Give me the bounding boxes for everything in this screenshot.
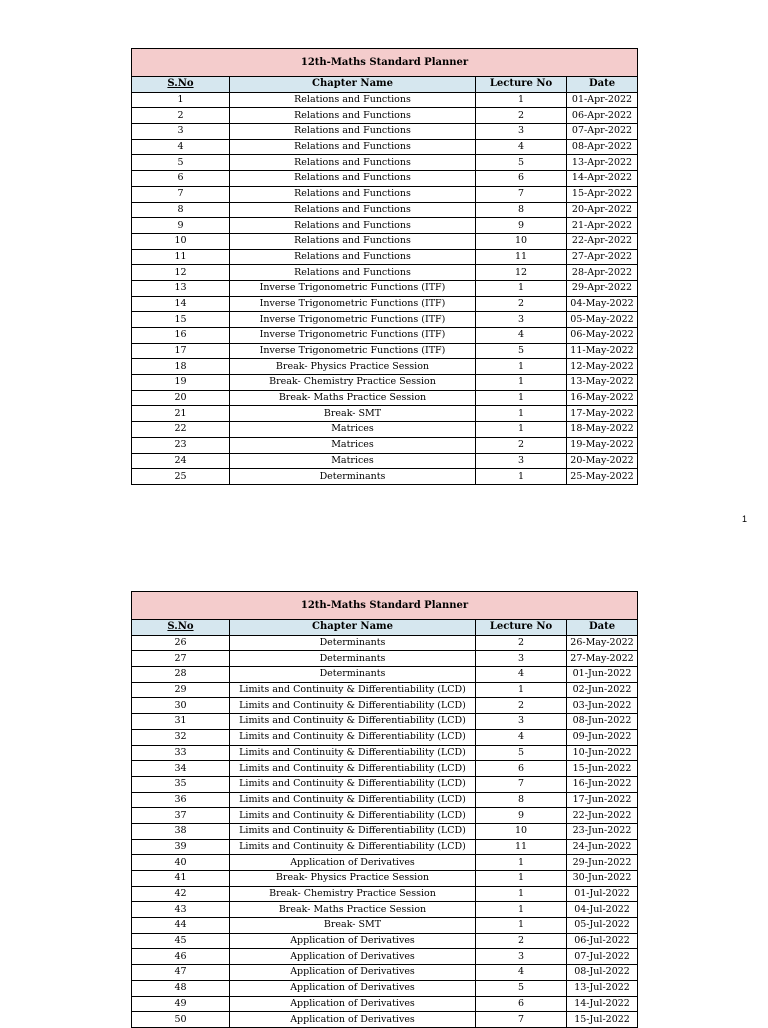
cell-sno: 35	[132, 776, 230, 792]
cell-lecture-no: 1	[476, 422, 567, 438]
cell-lecture-no: 3	[476, 124, 567, 140]
cell-lecture-no: 2	[476, 108, 567, 124]
table-row	[132, 218, 638, 234]
cell-lecture-no: 1	[476, 682, 567, 698]
header-sno: S.No	[132, 77, 230, 93]
cell-lecture-no: 2	[476, 437, 567, 453]
cell-sno: 13	[132, 280, 230, 296]
cell-lecture-no: 4	[476, 729, 567, 745]
cell-chapter-name: Relations and Functions	[230, 171, 476, 187]
cell-lecture-no: 8	[476, 792, 567, 808]
table-row	[132, 918, 638, 934]
table-row	[132, 996, 638, 1012]
table-row	[132, 949, 638, 965]
cell-date: 07-Apr-2022	[567, 124, 638, 140]
cell-date: 26-May-2022	[567, 635, 638, 651]
cell-sno: 23	[132, 437, 230, 453]
cell-chapter-name: Relations and Functions	[230, 124, 476, 140]
table-row	[132, 406, 638, 422]
cell-lecture-no: 7	[476, 186, 567, 202]
planner-table-page-2	[131, 591, 638, 1028]
cell-lecture-no: 7	[476, 1012, 567, 1028]
table-row	[132, 729, 638, 745]
cell-lecture-no: 12	[476, 265, 567, 281]
table-row	[132, 453, 638, 469]
cell-sno: 28	[132, 667, 230, 683]
cell-date: 13-May-2022	[567, 375, 638, 391]
planner-body	[132, 592, 638, 1028]
cell-date: 16-Jun-2022	[567, 776, 638, 792]
cell-chapter-name: Determinants	[230, 667, 476, 683]
cell-sno: 12	[132, 265, 230, 281]
cell-lecture-no: 2	[476, 933, 567, 949]
cell-lecture-no: 5	[476, 745, 567, 761]
cell-lecture-no: 3	[476, 714, 567, 730]
cell-date: 15-Apr-2022	[567, 186, 638, 202]
cell-chapter-name: Relations and Functions	[230, 139, 476, 155]
cell-lecture-no: 3	[476, 453, 567, 469]
cell-date: 17-May-2022	[567, 406, 638, 422]
cell-lecture-no: 6	[476, 996, 567, 1012]
cell-lecture-no: 1	[476, 855, 567, 871]
cell-date: 06-Apr-2022	[567, 108, 638, 124]
cell-sno: 37	[132, 808, 230, 824]
cell-lecture-no: 5	[476, 343, 567, 359]
cell-date: 03-Jun-2022	[567, 698, 638, 714]
planner-title: 12th-Maths Standard Planner	[132, 49, 638, 77]
planner-table-page-1	[131, 48, 638, 485]
cell-sno: 6	[132, 171, 230, 187]
cell-sno: 43	[132, 902, 230, 918]
cell-date: 15-Jun-2022	[567, 761, 638, 777]
cell-chapter-name: Limits and Continuity & Differentiability (LCD)	[230, 682, 476, 698]
cell-date: 10-Jun-2022	[567, 745, 638, 761]
header-date: Date	[567, 77, 638, 93]
cell-chapter-name: Relations and Functions	[230, 186, 476, 202]
cell-chapter-name: Application of Derivatives	[230, 965, 476, 981]
cell-sno: 31	[132, 714, 230, 730]
table-row	[132, 390, 638, 406]
cell-date: 04-Jul-2022	[567, 902, 638, 918]
cell-date: 11-May-2022	[567, 343, 638, 359]
header-sno: S.No	[132, 620, 230, 636]
table-row	[132, 375, 638, 391]
cell-sno: 5	[132, 155, 230, 171]
cell-sno: 20	[132, 390, 230, 406]
table-row	[132, 808, 638, 824]
planner-title: 12th-Maths Standard Planner	[132, 592, 638, 620]
cell-sno: 16	[132, 328, 230, 344]
table-row	[132, 667, 638, 683]
table-row	[132, 902, 638, 918]
cell-sno: 50	[132, 1012, 230, 1028]
cell-date: 29-Apr-2022	[567, 280, 638, 296]
cell-date: 08-Jul-2022	[567, 965, 638, 981]
cell-lecture-no: 6	[476, 761, 567, 777]
cell-date: 08-Apr-2022	[567, 139, 638, 155]
cell-lecture-no: 1	[476, 918, 567, 934]
cell-chapter-name: Break- Chemistry Practice Session	[230, 375, 476, 391]
cell-chapter-name: Limits and Continuity & Differentiability (LCD)	[230, 776, 476, 792]
cell-chapter-name: Limits and Continuity & Differentiability (LCD)	[230, 761, 476, 777]
table-row	[132, 359, 638, 375]
table-row	[132, 761, 638, 777]
cell-date: 07-Jul-2022	[567, 949, 638, 965]
cell-sno: 14	[132, 296, 230, 312]
cell-date: 14-Apr-2022	[567, 171, 638, 187]
cell-date: 19-May-2022	[567, 437, 638, 453]
cell-chapter-name: Break- Chemistry Practice Session	[230, 886, 476, 902]
cell-date: 05-Jul-2022	[567, 918, 638, 934]
cell-sno: 19	[132, 375, 230, 391]
cell-lecture-no: 1	[476, 375, 567, 391]
cell-sno: 18	[132, 359, 230, 375]
header-lecture-no: Lecture No	[476, 77, 567, 93]
cell-lecture-no: 3	[476, 312, 567, 328]
cell-lecture-no: 1	[476, 871, 567, 887]
table-row	[132, 635, 638, 651]
header-row	[132, 77, 638, 93]
table-row	[132, 745, 638, 761]
cell-lecture-no: 1	[476, 390, 567, 406]
table-row	[132, 280, 638, 296]
cell-date: 09-Jun-2022	[567, 729, 638, 745]
cell-sno: 25	[132, 469, 230, 485]
cell-chapter-name: Relations and Functions	[230, 265, 476, 281]
cell-date: 20-May-2022	[567, 453, 638, 469]
cell-date: 04-May-2022	[567, 296, 638, 312]
cell-sno: 27	[132, 651, 230, 667]
header-lecture-no: Lecture No	[476, 620, 567, 636]
cell-sno: 17	[132, 343, 230, 359]
table-row	[132, 124, 638, 140]
cell-sno: 9	[132, 218, 230, 234]
cell-sno: 47	[132, 965, 230, 981]
cell-sno: 26	[132, 635, 230, 651]
table-row	[132, 698, 638, 714]
cell-date: 22-Apr-2022	[567, 233, 638, 249]
cell-sno: 34	[132, 761, 230, 777]
cell-chapter-name: Determinants	[230, 469, 476, 485]
cell-chapter-name: Limits and Continuity & Differentiability (LCD)	[230, 729, 476, 745]
cell-lecture-no: 5	[476, 155, 567, 171]
cell-sno: 44	[132, 918, 230, 934]
cell-lecture-no: 8	[476, 202, 567, 218]
cell-chapter-name: Matrices	[230, 453, 476, 469]
cell-lecture-no: 2	[476, 698, 567, 714]
cell-lecture-no: 3	[476, 949, 567, 965]
cell-chapter-name: Break- Maths Practice Session	[230, 390, 476, 406]
cell-sno: 46	[132, 949, 230, 965]
cell-date: 13-Apr-2022	[567, 155, 638, 171]
table-row	[132, 682, 638, 698]
cell-chapter-name: Application of Derivatives	[230, 949, 476, 965]
cell-sno: 10	[132, 233, 230, 249]
cell-sno: 22	[132, 422, 230, 438]
header-date: Date	[567, 620, 638, 636]
cell-chapter-name: Application of Derivatives	[230, 1012, 476, 1028]
cell-sno: 24	[132, 453, 230, 469]
cell-sno: 21	[132, 406, 230, 422]
cell-date: 08-Jun-2022	[567, 714, 638, 730]
cell-lecture-no: 1	[476, 886, 567, 902]
cell-date: 17-Jun-2022	[567, 792, 638, 808]
table-row	[132, 933, 638, 949]
cell-chapter-name: Limits and Continuity & Differentiability (LCD)	[230, 808, 476, 824]
page-number: 1	[742, 514, 748, 524]
table-row	[132, 855, 638, 871]
cell-chapter-name: Limits and Continuity & Differentiability (LCD)	[230, 714, 476, 730]
cell-sno: 29	[132, 682, 230, 698]
cell-lecture-no: 1	[476, 359, 567, 375]
table-row	[132, 171, 638, 187]
table-row	[132, 296, 638, 312]
cell-lecture-no: 9	[476, 218, 567, 234]
table-row	[132, 714, 638, 730]
table-row	[132, 437, 638, 453]
cell-lecture-no: 1	[476, 280, 567, 296]
cell-chapter-name: Determinants	[230, 635, 476, 651]
cell-date: 13-Jul-2022	[567, 980, 638, 996]
cell-chapter-name: Matrices	[230, 437, 476, 453]
cell-chapter-name: Application of Derivatives	[230, 980, 476, 996]
table-row	[132, 249, 638, 265]
cell-lecture-no: 3	[476, 651, 567, 667]
table-row	[132, 422, 638, 438]
cell-lecture-no: 2	[476, 296, 567, 312]
cell-date: 21-Apr-2022	[567, 218, 638, 234]
cell-date: 06-May-2022	[567, 328, 638, 344]
cell-chapter-name: Limits and Continuity & Differentiability (LCD)	[230, 792, 476, 808]
cell-lecture-no: 10	[476, 823, 567, 839]
cell-lecture-no: 9	[476, 808, 567, 824]
table-row	[132, 139, 638, 155]
table-row	[132, 328, 638, 344]
cell-date: 30-Jun-2022	[567, 871, 638, 887]
cell-chapter-name: Break- SMT	[230, 406, 476, 422]
cell-sno: 15	[132, 312, 230, 328]
cell-chapter-name: Inverse Trigonometric Functions (ITF)	[230, 280, 476, 296]
cell-date: 15-Jul-2022	[567, 1012, 638, 1028]
cell-chapter-name: Limits and Continuity & Differentiability (LCD)	[230, 823, 476, 839]
cell-sno: 41	[132, 871, 230, 887]
cell-sno: 1	[132, 92, 230, 108]
table-row	[132, 202, 638, 218]
cell-chapter-name: Inverse Trigonometric Functions (ITF)	[230, 296, 476, 312]
cell-chapter-name: Inverse Trigonometric Functions (ITF)	[230, 343, 476, 359]
table-row	[132, 186, 638, 202]
cell-sno: 40	[132, 855, 230, 871]
cell-chapter-name: Application of Derivatives	[230, 855, 476, 871]
cell-lecture-no: 1	[476, 406, 567, 422]
table-row	[132, 823, 638, 839]
cell-chapter-name: Application of Derivatives	[230, 933, 476, 949]
table-row	[132, 965, 638, 981]
cell-chapter-name: Relations and Functions	[230, 233, 476, 249]
cell-date: 06-Jul-2022	[567, 933, 638, 949]
title-row	[132, 592, 638, 620]
table-row	[132, 265, 638, 281]
cell-chapter-name: Relations and Functions	[230, 202, 476, 218]
cell-date: 12-May-2022	[567, 359, 638, 375]
cell-chapter-name: Relations and Functions	[230, 155, 476, 171]
planner-body	[132, 49, 638, 485]
header-chapter-name: Chapter Name	[230, 620, 476, 636]
cell-chapter-name: Break- Physics Practice Session	[230, 871, 476, 887]
table-row	[132, 155, 638, 171]
cell-lecture-no: 1	[476, 92, 567, 108]
cell-lecture-no: 11	[476, 839, 567, 855]
table-row	[132, 871, 638, 887]
cell-date: 01-Apr-2022	[567, 92, 638, 108]
cell-chapter-name: Limits and Continuity & Differentiability (LCD)	[230, 698, 476, 714]
table-row	[132, 233, 638, 249]
cell-chapter-name: Relations and Functions	[230, 218, 476, 234]
cell-chapter-name: Relations and Functions	[230, 249, 476, 265]
cell-sno: 39	[132, 839, 230, 855]
cell-sno: 38	[132, 823, 230, 839]
cell-chapter-name: Limits and Continuity & Differentiability (LCD)	[230, 745, 476, 761]
header-row	[132, 620, 638, 636]
cell-sno: 11	[132, 249, 230, 265]
cell-sno: 45	[132, 933, 230, 949]
cell-sno: 3	[132, 124, 230, 140]
cell-sno: 2	[132, 108, 230, 124]
cell-lecture-no: 2	[476, 635, 567, 651]
cell-lecture-no: 1	[476, 469, 567, 485]
cell-sno: 4	[132, 139, 230, 155]
table-row	[132, 776, 638, 792]
cell-date: 14-Jul-2022	[567, 996, 638, 1012]
table-row	[132, 792, 638, 808]
cell-date: 28-Apr-2022	[567, 265, 638, 281]
cell-date: 05-May-2022	[567, 312, 638, 328]
cell-date: 01-Jul-2022	[567, 886, 638, 902]
title-row	[132, 49, 638, 77]
table-row	[132, 312, 638, 328]
table-row	[132, 651, 638, 667]
table-row	[132, 108, 638, 124]
cell-sno: 48	[132, 980, 230, 996]
cell-lecture-no: 4	[476, 667, 567, 683]
table-row	[132, 343, 638, 359]
cell-date: 27-Apr-2022	[567, 249, 638, 265]
cell-chapter-name: Application of Derivatives	[230, 996, 476, 1012]
cell-lecture-no: 1	[476, 902, 567, 918]
cell-lecture-no: 11	[476, 249, 567, 265]
cell-date: 20-Apr-2022	[567, 202, 638, 218]
cell-sno: 33	[132, 745, 230, 761]
cell-sno: 49	[132, 996, 230, 1012]
cell-lecture-no: 7	[476, 776, 567, 792]
cell-lecture-no: 6	[476, 171, 567, 187]
cell-date: 23-Jun-2022	[567, 823, 638, 839]
cell-lecture-no: 5	[476, 980, 567, 996]
cell-lecture-no: 4	[476, 328, 567, 344]
cell-chapter-name: Limits and Continuity & Differentiability (LCD)	[230, 839, 476, 855]
cell-date: 02-Jun-2022	[567, 682, 638, 698]
cell-date: 25-May-2022	[567, 469, 638, 485]
cell-chapter-name: Break- Maths Practice Session	[230, 902, 476, 918]
cell-lecture-no: 4	[476, 139, 567, 155]
cell-chapter-name: Relations and Functions	[230, 108, 476, 124]
table-row	[132, 980, 638, 996]
table-row	[132, 1012, 638, 1028]
cell-date: 22-Jun-2022	[567, 808, 638, 824]
cell-date: 16-May-2022	[567, 390, 638, 406]
cell-sno: 7	[132, 186, 230, 202]
cell-chapter-name: Break- SMT	[230, 918, 476, 934]
table-row	[132, 839, 638, 855]
cell-date: 27-May-2022	[567, 651, 638, 667]
cell-sno: 42	[132, 886, 230, 902]
table-row	[132, 92, 638, 108]
cell-sno: 32	[132, 729, 230, 745]
cell-chapter-name: Matrices	[230, 422, 476, 438]
header-chapter-name: Chapter Name	[230, 77, 476, 93]
cell-sno: 36	[132, 792, 230, 808]
cell-lecture-no: 10	[476, 233, 567, 249]
cell-chapter-name: Determinants	[230, 651, 476, 667]
cell-date: 18-May-2022	[567, 422, 638, 438]
cell-sno: 30	[132, 698, 230, 714]
cell-chapter-name: Relations and Functions	[230, 92, 476, 108]
cell-chapter-name: Inverse Trigonometric Functions (ITF)	[230, 328, 476, 344]
table-row	[132, 886, 638, 902]
cell-chapter-name: Break- Physics Practice Session	[230, 359, 476, 375]
cell-date: 24-Jun-2022	[567, 839, 638, 855]
table-row	[132, 469, 638, 485]
cell-sno: 8	[132, 202, 230, 218]
cell-date: 29-Jun-2022	[567, 855, 638, 871]
cell-date: 01-Jun-2022	[567, 667, 638, 683]
cell-lecture-no: 4	[476, 965, 567, 981]
cell-chapter-name: Inverse Trigonometric Functions (ITF)	[230, 312, 476, 328]
